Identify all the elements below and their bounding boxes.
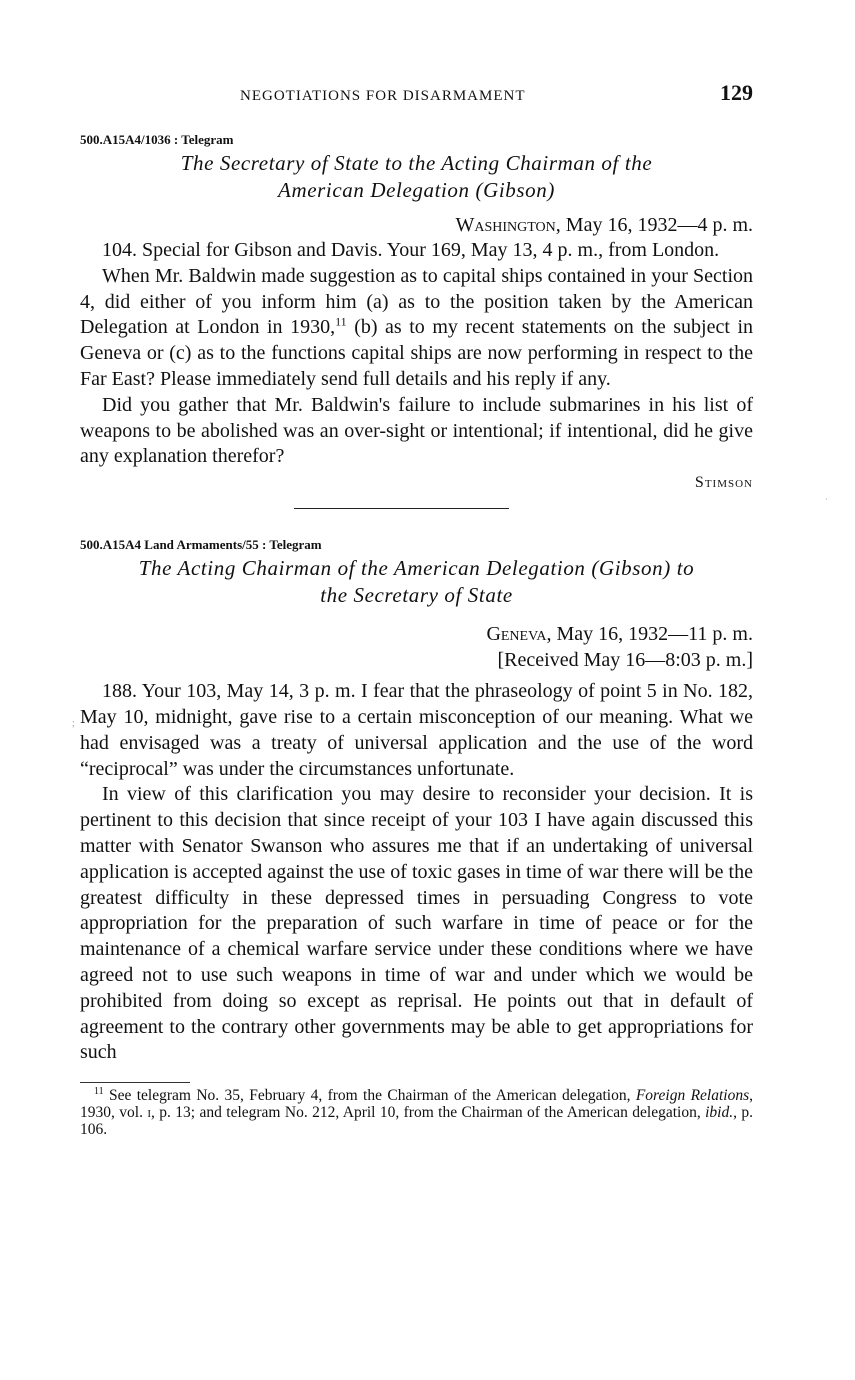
- signature: Stimson: [694, 474, 753, 492]
- paragraph-text: When Mr. Baldwin made suggestion as to capital ships contained in your Section 4, did either of you inform him (a) as to the position taken by the American Delegation at London in 1930,: [80, 264, 753, 339]
- paragraph: In view of this clarification you may desire to reconsider your decision. It is pertinent to this decision that since receipt of your 103 I have again discussed this matter with Senator Swanson who assures me that if an undertaking of universal application is accepted against the use of toxic gases in time of war there will be the greatest difficulty in these depressed times in persuading Congress to vote appropriation for the preparation of such warfare in time of peace or for the maintenance of a chemical warfare service under these conditions where we have agreed not to use such weapons in time of war and under which we would be prohibited from doing so except as reprisal. He points out that in default of agreement to the contrary other governments may be able to get appropriations for such: [80, 783, 753, 1064]
- heading-line: The Secretary of State to the Acting Chairman of the: [180, 151, 653, 175]
- footnote-text: , p. 106.: [80, 1104, 754, 1139]
- file-reference: 500.A15A4 Land Armaments/55 : Telegram: [80, 537, 322, 553]
- footnote-volume: i: [147, 1104, 152, 1122]
- file-reference: 500.A15A4/1036 : Telegram: [80, 132, 234, 147]
- page-number: 129: [720, 80, 753, 105]
- document-2: [80, 537, 753, 1066]
- dateline-date: May 16, 1932—4 p. m.: [560, 214, 753, 236]
- paragraph: 188. Your 103, May 14, 3 p. m. I fear that the phraseology of point 5 in No. 182, May 10, midnight, gave rise to a certain misconception of our meaning. What we had envisaged was a treaty of universal application and the use of the word “reciprocal” was under the circumstances unfortunate.: [80, 680, 753, 780]
- received-line: [Received May 16—8:03 p. m.]: [497, 649, 753, 672]
- running-head-title: NEGOTIATIONS FOR DISARMAMENT: [240, 88, 526, 104]
- dateline-place: Geneva,: [486, 623, 552, 646]
- heading-line: American Delegation (Gibson): [278, 178, 555, 202]
- running-head: [80, 80, 753, 110]
- margin-mark: ;: [72, 718, 75, 729]
- edge-mark: ·: [825, 495, 828, 504]
- footnote-rule: [80, 1082, 190, 1083]
- document-heading: [80, 555, 753, 609]
- footnote-text: , p. 13; and telegram No. 212, April 10, from the Chairman of the American delegation,: [151, 1104, 706, 1122]
- page: [80, 80, 753, 1138]
- footnote-text: See telegram No. 35, February 4, from the Chairman of the American delegation,: [103, 1087, 636, 1105]
- paragraph: Did you gather that Mr. Baldwin's failure to include submarines in his list of weapons to be abolished was an over-sight or intentional; if intentional, did he give any explanation therefor?: [80, 393, 753, 468]
- footnote-ibid: ibid.: [705, 1104, 734, 1122]
- dateline-place: Washington,: [455, 214, 561, 236]
- footnote-marker: 11: [335, 314, 347, 329]
- footnote: [80, 1087, 753, 1138]
- heading-line: The Acting Chairman of the American Delegation (Gibson) to: [138, 556, 695, 581]
- section-divider: [294, 508, 509, 509]
- footnote-text: , 1930, vol.: [80, 1087, 753, 1122]
- paragraph: [80, 264, 753, 393]
- document-heading: [80, 150, 753, 204]
- footnote-title: Foreign Relations: [635, 1087, 750, 1105]
- dateline-date: May 16, 1932—11 p. m.: [551, 623, 753, 646]
- heading-line: the Secretary of State: [320, 583, 513, 608]
- paragraph-text: (b) as to my recent statements on the subject in Geneva or (c) as to the functions capital ships are now performing in respect to the Far East? Please immediately send full details and his reply if any.: [80, 316, 753, 390]
- paragraph: 104. Special for Gibson and Davis. Your 169, May 13, 4 p. m., from London.: [102, 239, 720, 261]
- dateline: [80, 621, 753, 647]
- document-1: [80, 132, 753, 492]
- dateline: [80, 212, 753, 238]
- footnote-marker: 11: [94, 1085, 104, 1097]
